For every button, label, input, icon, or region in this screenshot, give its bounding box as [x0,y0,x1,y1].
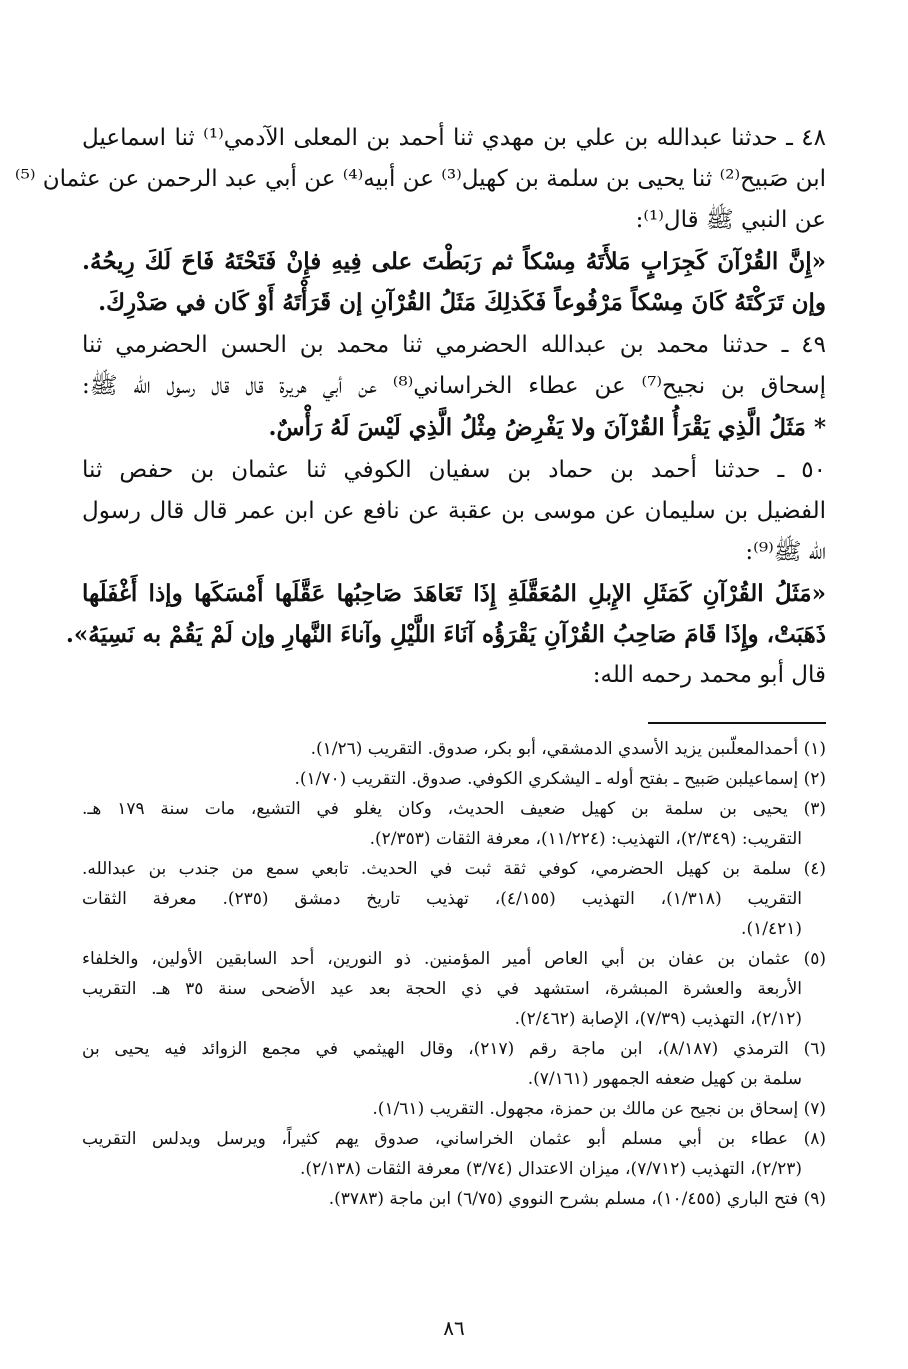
footnote-line: (٧) إسحاق بن نجيح عن مالك بن حمزة، مجهول. التقريب (١/٦١). [372,1099,826,1119]
hadith-48 [14,118,827,323]
page-number: ٨٦ [443,1316,465,1340]
footnote-line: (٥) عثمان بن عفان بن أبي العاص أمير المؤمنين. ذو النورين، أحد السابقين الأولين، والخلفاء [82,949,826,969]
isnad-line: إسحاق بن نجيح⁽⁷⁾ عن عطاء الخراساني⁽⁸⁾ عن أبي هريرة قال قال رسول الله ﷺ: [82,373,826,399]
footnote-9 [82,1184,826,1214]
footnote-divider [648,722,826,724]
isnad-line: الفضيل بن سليمان عن موسى بن عقبة عن نافع عن ابن عمر قال قال رسول [82,498,826,524]
footnote-line: (٩) فتح الباري (١٠/٤٥٥)، مسلم بشرح النووي (٦/٧٥) ابن ماجة (٣٧٨٣). [328,1189,826,1209]
closing-line: قال أبو محمد رحمه الله: [592,662,826,688]
isnad-line: ابن صَبيح⁽²⁾ ثنا يحيى بن سلمة بن كهيل⁽³⁾ عن أبيه⁽⁴⁾ عن أبي عبد الرحمن عن عثمان ⁽⁵⁾ [14,166,826,192]
footnote-4 [82,854,826,944]
hadith-text-line: وإن تَرَكْتَهُ كَانَ مِسْكاً مَرْفُوعاً فَكَذلِكَ مَثَلُ القُرْآنِ إن قَرَأْتَهُ أَوْ كَان في صَدْرِكَ. [98,289,826,316]
footnote-3 [82,794,826,854]
footnote-8 [82,1124,826,1184]
hadith-text-line: «إِنَّ القُرْآنَ كَجِرَابٍ مَلأَتَهُ مِسْكاً ثم رَبَطْتَ على فِيهِ فإِنْ فَتَحْتَهُ فَاحَ لَكَ رِيحُهُ. [82,248,826,275]
footnote-6 [82,1034,826,1094]
footnotes [82,734,826,1214]
footnote-1 [82,734,826,764]
footnote-line: (١/٤٢١). [741,919,802,939]
footnote-line: (٤) سلمة بن كهيل الحضرمي، كوفي ثقة ثبت في الحديث. تابعي سمع من جندب بن عبدالله. [82,859,826,879]
isnad-line: عن النبي ﷺ قال⁽¹⁾: [635,207,826,233]
hadith-50 [65,450,826,696]
footnote-line: سلمة بن كهيل ضعفه الجمهور (٧/١٦١). [527,1069,802,1089]
hadith-49 [82,325,826,448]
footnote-line: (٦) الترمذي (٨/١٨٧)، ابن ماجة رقم (٢١٧)، وقال الهيثمي في مجمع الزوائد فيه يحيى بن [82,1039,826,1059]
isnad-line: ٤٩ ـ حدثنا محمد بن عبدالله الحضرمي ثنا محمد بن الحسن الحضرمي ثنا [82,332,826,358]
footnote-line: التقريب (١/٣١٨)، التهذيب (٤/١٥٥)، تهذيب تاريخ دمشق (٢٣٥). معرفة الثقات [82,889,802,909]
footnote-7 [82,1094,826,1124]
footnote-line: (٣) يحيى بن سلمة بن كهيل ضعيف الحديث، وكان يغلو في التشيع، مات سنة ١٧٩ هـ. [82,799,826,819]
hadith-text-line: ذَهَبَتْ، وإِذَا قَامَ صَاحِبُ القُرْآنِ يَقْرَؤُه آنَاءَ اللَّيْلِ وآناءَ النَّهارِ وإن لَمْ يَقُمْ به نَسِيَهُ». [65,621,826,648]
footnote-line: الأربعة والعشرة المبشرة، استشهد في ذي الحجة بعد عيد الأضحى سنة ٣٥ هـ. التقريب [82,979,802,999]
footnote-2 [82,764,826,794]
isnad-line: الله ﷺ⁽⁹⁾: [745,539,826,565]
footnote-line: (١) أحمدالمعلّىبن يزيد الأسدي الدمشقي، أبو بكر، صدوق. التقريب (١/٢٦). [310,739,826,759]
footnote-line: (٢) إسماعيلبن صَبيح ـ بفتح أوله ـ اليشكري الكوفي. صدوق. التقريب (١/٧٠). [294,769,826,789]
hadith-text-line: * مَثَلُ الَّذِي يَقْرَأُ القُرْآنَ ولا يَفْرِضُ مِثْلُ الَّذِي لَيْسَ لَهُ رَأْسٌ. [268,414,826,441]
footnote-line: (٨) عطاء بن أبي مسلم أبو عثمان الخراساني، صدوق يهم كثيراً، ويرسل ويدلس التقريب [82,1129,826,1149]
isnad-line: ٤٨ ـ حدثنا عبدالله بن علي بن مهدي ثنا أحمد بن المعلى الآدمي⁽¹⁾ ثنا اسماعيل [82,125,827,151]
isnad-line: ٥٠ ـ حدثنا أحمد بن حماد بن سفيان الكوفي ثنا عثمان بن حفص ثنا [82,457,826,483]
footnote-line: التقريب: (٢/٣٤٩)، التهذيب: (١١/٢٢٤)، معرفة الثقات (٢/٣٥٣). [369,829,802,849]
footnote-5 [82,944,826,1034]
hadith-text-line: «مَثَلُ القُرْآنِ كَمَثَلِ الإِبلِ المُعَقَّلَةِ إِذَا تَعَاهَدَ صَاحِبُها عَقَّلَها أَمْسَكَها وإذا أَغْفَلَها [82,580,826,607]
footnote-line: (٢/١٢)، التهذيب (٧/٣٩)، الإصابة (٢/٤٦٢). [514,1009,802,1029]
footnote-line: (٢/٢٣)، التهذيب (٧/٧١٢)، ميزان الاعتدال (٣/٧٤) معرفة الثقات (٢/١٣٨). [300,1159,802,1179]
